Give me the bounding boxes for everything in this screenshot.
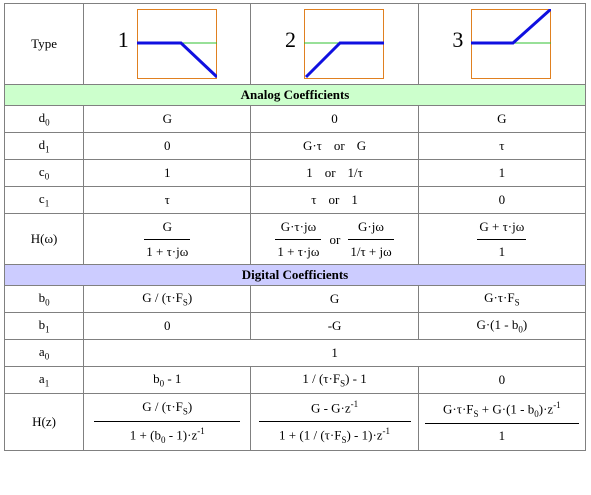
h-z-type1: $\frac{G / (\tau\cdot F_S)}{1 + (b_0 - 1)\cdot z^{-1}}$: [84, 394, 251, 451]
h-omega-label: H(ω): [5, 214, 84, 265]
type-3-number: 3: [452, 27, 464, 52]
h-z-label: H(z): [5, 394, 84, 451]
d1-type2: G·τ or G: [251, 133, 418, 160]
c1-type1: τ: [84, 187, 251, 214]
b1-row: [5, 313, 586, 340]
b0-label: $b_0$: [5, 286, 84, 313]
h-omega-type3: $\frac{G + \tau\cdot j\omega}{1}$: [418, 214, 585, 265]
b1-label: $b_1$: [5, 313, 84, 340]
b0-type3: $G\cdot\tau\cdot F_S$: [418, 286, 585, 313]
h-omega-type1: $\frac{G}{1 + \tau\cdot j\omega}$: [84, 214, 251, 265]
analog-header: Analog Coefficients: [5, 85, 586, 106]
lowpass-response-icon: [137, 9, 217, 79]
c0-type1: 1: [84, 160, 251, 187]
a0-row: [5, 340, 586, 367]
coefficient-table: [4, 3, 586, 451]
type-label: Type: [5, 4, 84, 85]
c0-label: $c_0$: [5, 160, 84, 187]
d0-row: [5, 106, 586, 133]
h-z-row: [5, 394, 586, 451]
digital-header: Digital Coefficients: [5, 265, 586, 286]
d1-label: $d_1$: [5, 133, 84, 160]
c0-row: [5, 160, 586, 187]
a0-all-types: 1: [84, 340, 586, 367]
d0-type2: 0: [251, 106, 418, 133]
digital-header-row: [5, 265, 586, 286]
c1-type3: 0: [418, 187, 585, 214]
b1-type1: 0: [84, 313, 251, 340]
a1-type3: 0: [418, 367, 585, 394]
d0-label: $d_0$: [5, 106, 84, 133]
shelf-response-icon: [471, 9, 551, 79]
a0-label: $a_0$: [5, 340, 84, 367]
type-2-cell: [251, 4, 418, 85]
d1-type3: τ: [418, 133, 585, 160]
b0-row: [5, 286, 586, 313]
a1-type1: $b_0 - 1$: [84, 367, 251, 394]
d0-type3: G: [418, 106, 585, 133]
b0-type2: G: [251, 286, 418, 313]
h-omega-type2: $\frac{G\cdot\tau\cdot j\omega}{1 + \tau\cdot j\omega}$ or $\frac{G\cdot j\omega}{1/\tau + j\omega}$: [251, 214, 418, 265]
h-z-type3: $\frac{G\cdot\tau\cdot F_S + G\cdot(1 - b_0)\cdot z^{-1}}{1}$: [418, 394, 585, 451]
d0-type1: G: [84, 106, 251, 133]
c0-type3: 1: [418, 160, 585, 187]
type-3-cell: [418, 4, 585, 85]
d1-row: [5, 133, 586, 160]
c0-type2: 1 or 1/τ: [251, 160, 418, 187]
a1-label: $a_1$: [5, 367, 84, 394]
c1-label: $c_1$: [5, 187, 84, 214]
highpass-response-icon: [304, 9, 384, 79]
c1-row: [5, 187, 586, 214]
h-omega-row: [5, 214, 586, 265]
analog-header-row: [5, 85, 586, 106]
b0-type1: $G / (\tau\cdot F_S)$: [84, 286, 251, 313]
type-row: [5, 4, 586, 85]
h-z-type2: $\frac{G - G\cdot z^{-1}}{1 + (1 / (\tau\cdot F_S) - 1)\cdot z^{-1}}$: [251, 394, 418, 451]
c1-type2: τ or 1: [251, 187, 418, 214]
d1-type1: 0: [84, 133, 251, 160]
type-2-number: 2: [285, 27, 297, 52]
type-1-number: 1: [117, 27, 129, 52]
b1-type2: -G: [251, 313, 418, 340]
type-1-cell: [84, 4, 251, 85]
a1-type2: $1 / (\tau\cdot F_S) - 1$: [251, 367, 418, 394]
a1-row: [5, 367, 586, 394]
b1-type3: $G\cdot(1 - b_0)$: [418, 313, 585, 340]
